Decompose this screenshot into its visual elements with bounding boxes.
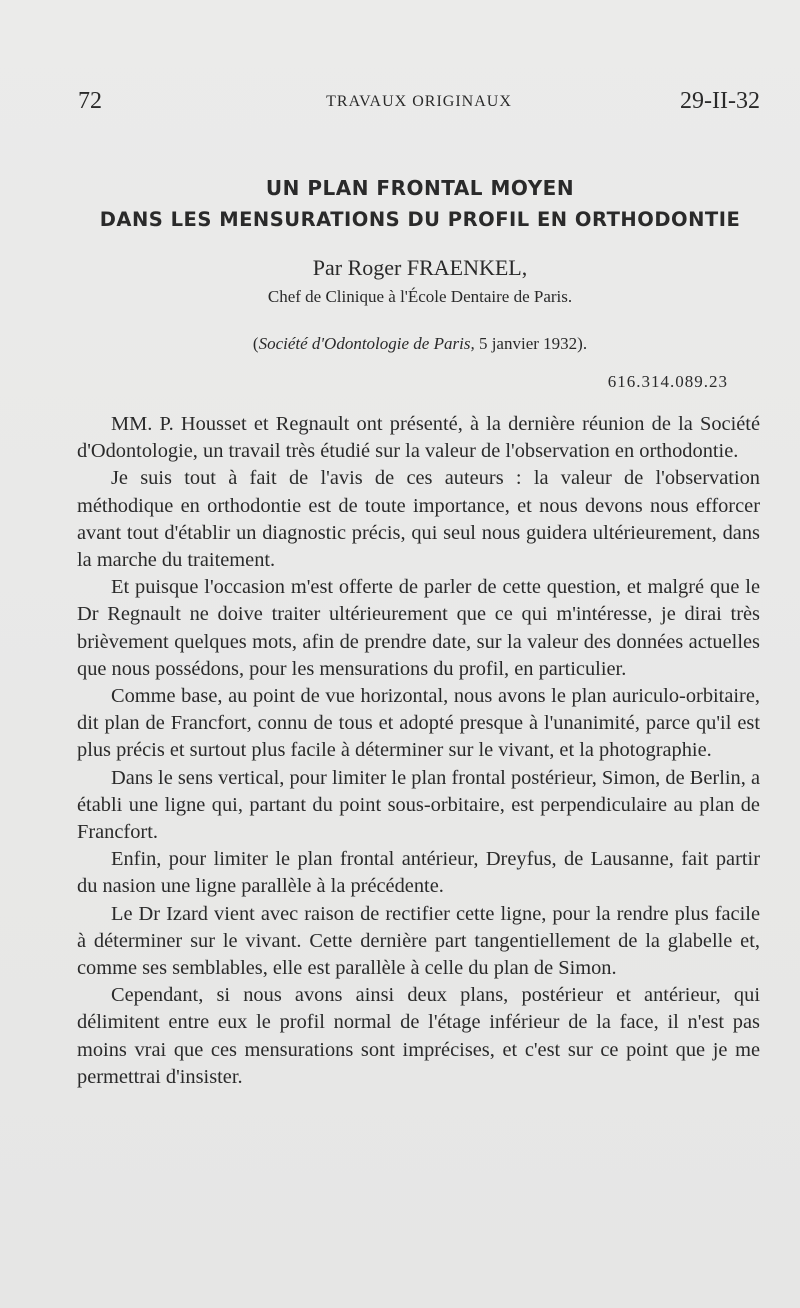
- paragraph: Le Dr Izard vient avec raison de rectifier cette ligne, pour la rendre plus facile à déterminer sur le vivant. Cette dernière part tangentiellement de la glabelle et, comme ses semblables, elle est parallèle à celle du plan de Simon.: [77, 902, 760, 980]
- running-title: TRAVAUX ORIGINAUX: [326, 93, 512, 110]
- classification-code: 616.314.089.23: [607, 372, 728, 391]
- running-header: [78, 88, 760, 118]
- author-affiliation: Chef de Clinique à l'École Dentaire de Paris.: [267, 287, 573, 306]
- page-number: 72: [78, 88, 102, 114]
- society-reference: [0, 334, 800, 354]
- article-body: [77, 411, 760, 1091]
- paragraph: Enfin, pour limiter le plan frontal antérieur, Dreyfus, de Lausanne, fait partir du nasion une ligne parallèle à la précédente.: [77, 848, 760, 898]
- author-byline: Par Roger FRAENKEL,: [312, 255, 528, 280]
- paragraph: Dans le sens vertical, pour limiter le plan frontal postérieur, Simon, de Berlin, a établi une ligne qui, partant du point sous-orbitaire, est perpendiculaire au plan de Francfort.: [77, 766, 760, 844]
- paragraph: Et puisque l'occasion m'est offerte de parler de cette question, et malgré que le Dr Regnault ne doive traiter ultérieurement que ce qui m'intéresse, je dirai très brièvement quelques mots, afin de prendre date, sur la valeur des données actuelles que nous possédons, pour les mensurations du profil, en particulier.: [77, 576, 760, 680]
- article-title-line-2: DANS LES MENSURATIONS DU PROFIL EN ORTHODONTIE: [99, 208, 741, 231]
- issue-date: 29-II-32: [680, 88, 760, 114]
- society-name: Société d'Odontologie de Paris,: [258, 334, 475, 353]
- article-title-line-1: UN PLAN FRONTAL MOYEN: [265, 176, 575, 200]
- paragraph: MM. P. Housset et Regnault ont présenté, à la dernière réunion de la Société d'Odontologie, un travail très étudié sur la valeur de l'observation en orthodontie.: [77, 413, 760, 463]
- paragraph: Cependant, si nous avons ainsi deux plans, postérieur et antérieur, qui délimitent entre eux le profil normal de l'étage inférieur de la face, il n'est pas moins vrai que ces mensurations sont imprécises, et c'est sur ce point que je me permettrai d'insister.: [77, 984, 760, 1088]
- society-open-paren: (: [252, 334, 259, 353]
- paragraph: Je suis tout à fait de l'avis de ces auteurs : la valeur de l'observation méthodique en orthodontie est de toute importance, et nous devons nous efforcer avant tout d'établir un diagnostic précis, qui seul nous guidera ultérieurement, dans la marche du traitement.: [77, 467, 760, 572]
- society-date: 5 janvier 1932).: [474, 334, 588, 353]
- paragraph: Comme base, au point de vue horizontal, nous avons le plan auriculo-orbitaire, dit plan de Francfort, connu de tous et adopté presque à l'unanimité, parce qu'il est plus précis et surtout plus facile à déterminer sur le vivant, et la photographie.: [77, 685, 760, 762]
